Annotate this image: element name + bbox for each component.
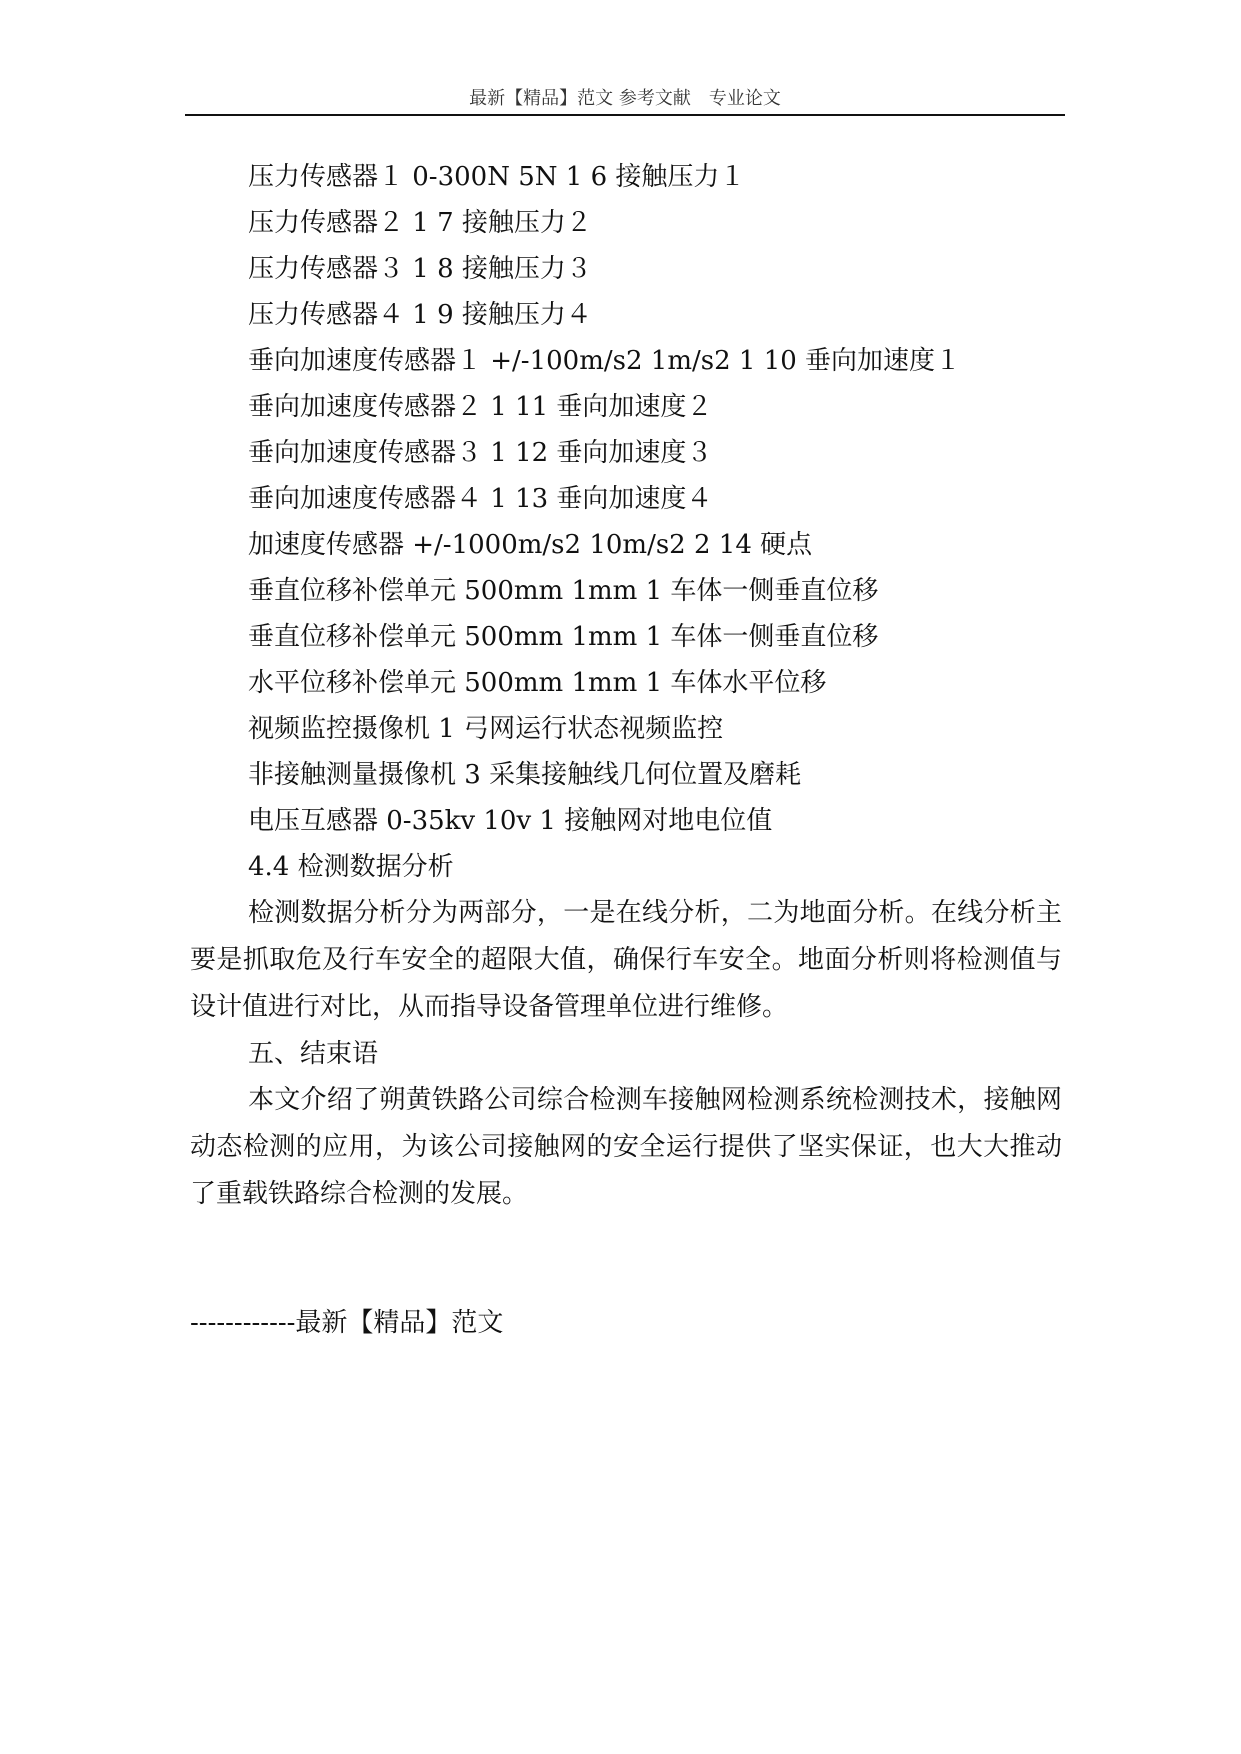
page-header: [185, 84, 1065, 116]
table-line: 非接触测量摄像机 3 采集接触线几何位置及磨耗: [248, 760, 802, 790]
table-line: 压力传感器４ 1 9 接触压力４: [248, 300, 592, 330]
section-heading-5: 五、结束语: [248, 1039, 379, 1069]
table-line: 垂向加速度传感器１ +/-100m/s2 1m/s2 1 10 垂向加速度１: [248, 346, 962, 376]
table-line: 压力传感器３ 1 8 接触压力３: [248, 254, 592, 284]
footer-text: ------------最新【精品】范文: [190, 1308, 504, 1338]
table-line: 垂向加速度传感器３ 1 12 垂向加速度３: [248, 438, 713, 468]
section-5-paragraph: 本文介绍了朔黄铁路公司综合检测车接触网检测系统检测技术，接触网动态检测的应用，为该公司接触网的安全运行提供了坚实保证，也大大推动了重载铁路综合检测的发展。: [190, 1085, 1062, 1209]
table-line: 垂直位移补偿单元 500mm 1mm 1 车体一侧垂直位移: [248, 622, 879, 652]
table-line: 垂向加速度传感器２ 1 11 垂向加速度２: [248, 392, 713, 422]
table-line: 电压互感器 0-35kv 10v 1 接触网对地电位值: [248, 806, 773, 836]
table-line: 压力传感器１ 0-300N 5N 1 6 接触压力１: [248, 162, 746, 192]
table-line: 垂直位移补偿单元 500mm 1mm 1 车体一侧垂直位移: [248, 576, 879, 606]
table-line: 加速度传感器 +/-1000m/s2 10m/s2 2 14 硬点: [248, 530, 813, 560]
header-text: 最新【精品】范文 参考文献 专业论文: [469, 88, 781, 109]
section-heading-4-4: 4.4 检测数据分析: [248, 852, 454, 882]
document-body: [190, 154, 1062, 1218]
table-line: 压力传感器２ 1 7 接触压力２: [248, 208, 592, 238]
table-line: 垂向加速度传感器４ 1 13 垂向加速度４: [248, 484, 713, 514]
section-4-4-paragraph: 检测数据分析分为两部分，一是在线分析，二为地面分析。在线分析主要是抓取危及行车安全的超限大值，确保行车安全。地面分析则将检测值与设计值进行对比，从而指导设备管理单位进行维修。: [190, 898, 1062, 1022]
table-line: 水平位移补偿单元 500mm 1mm 1 车体水平位移: [248, 668, 827, 698]
table-line: 视频监控摄像机 1 弓网运行状态视频监控: [248, 714, 724, 744]
